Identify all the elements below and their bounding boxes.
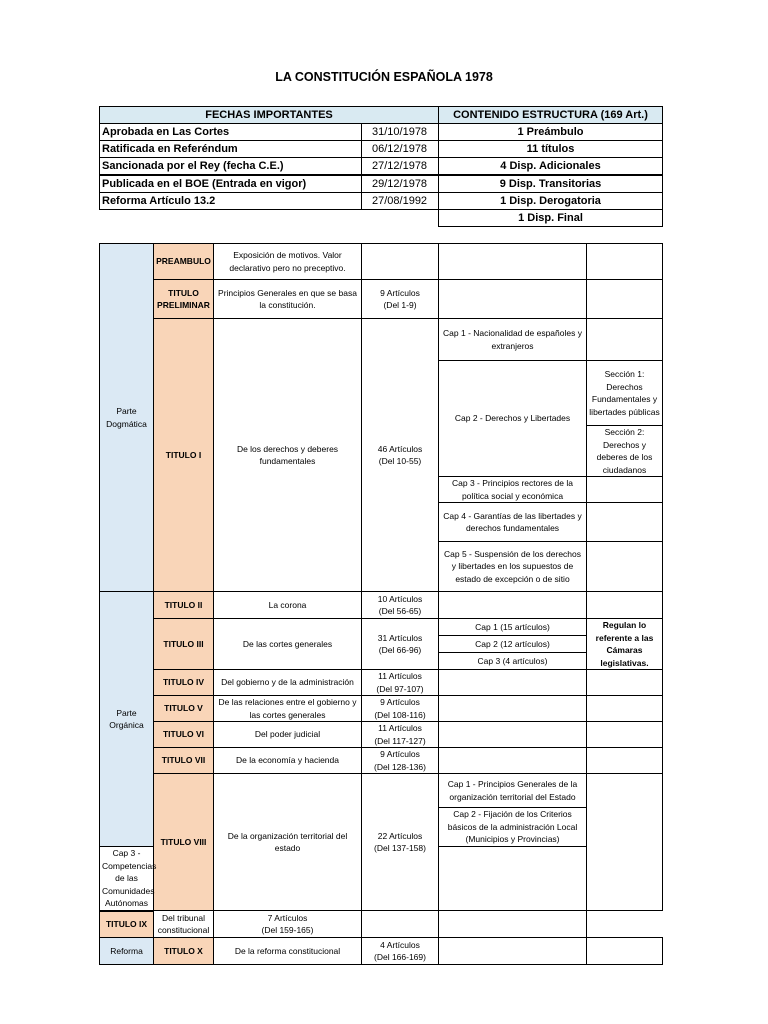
chapter: Cap 1 (15 artículos) xyxy=(439,619,587,636)
title-desc: De las relaciones entre el gobierno y las cortes generales xyxy=(214,696,362,722)
title-articles: 9 Artículos (Del 1-9) xyxy=(362,280,439,319)
chapter: Cap 3 - Competencias de las Comunidades Autónomas xyxy=(100,847,154,911)
title-name: TITULO VII xyxy=(154,748,214,774)
content-item: 1 Preámbulo xyxy=(439,124,663,141)
content-item: 11 títulos xyxy=(439,141,663,158)
title-articles: 9 Artículos (Del 128-136) xyxy=(362,748,439,774)
part-dogmatica: Parte Dogmática xyxy=(100,244,154,592)
date-label: Reforma Artículo 13.2 xyxy=(100,193,362,210)
content-item: 1 Disp. Derogatoria xyxy=(439,193,663,210)
title-articles: 22 Artículos (Del 137-158) xyxy=(362,774,439,911)
title-articles: 31 Artículos (Del 66-96) xyxy=(362,619,439,670)
chapter: Cap 4 - Garantías de las libertades y derechos fundamentales xyxy=(439,503,587,542)
title-desc: De los derechos y deberes fundamentales xyxy=(214,319,362,592)
title-desc: De las cortes generales xyxy=(214,619,362,670)
page-title: LA CONSTITUCIÓN ESPAÑOLA 1978 xyxy=(275,70,493,84)
structure-table xyxy=(99,243,663,965)
date-value: 06/12/1978 xyxy=(362,141,439,158)
section: Sección 1: Derechos Fundamentales y libertades públicas xyxy=(587,361,663,426)
title-desc: Del tribunal constitucional xyxy=(154,911,214,938)
title-desc: Del poder judicial xyxy=(214,722,362,748)
date-label: Publicada en el BOE (Entrada en vigor) xyxy=(100,175,362,193)
date-value: 31/10/1978 xyxy=(362,124,439,141)
title-articles: 10 Artículos (Del 56-65) xyxy=(362,592,439,619)
title-articles: 11 Artículos (Del 117-127) xyxy=(362,722,439,748)
chapter: Cap 5 - Suspensión de los derechos y libertades en los supuestos de estado de excepción o de sitio xyxy=(439,542,587,592)
title-desc: Exposición de motivos. Valor declarativo pero no preceptivo. xyxy=(214,244,362,280)
title-name: TITULO IV xyxy=(154,670,214,696)
title-name: TITULO PRELIMINAR xyxy=(154,280,214,319)
date-value: 29/12/1978 xyxy=(362,175,439,193)
chapter: Cap 1 - Principios Generales de la organización territorial del Estado xyxy=(439,774,587,808)
dates-table xyxy=(99,106,663,227)
title-desc: De la economía y hacienda xyxy=(214,748,362,774)
part-reforma: Reforma xyxy=(100,938,154,965)
content-item: 9 Disp. Transitorias xyxy=(439,175,663,193)
title-articles: 11 Artículos (Del 97-107) xyxy=(362,670,439,696)
chapter: Cap 2 - Derechos y Libertades xyxy=(439,361,587,477)
title-articles: 7 Artículos (Del 159-165) xyxy=(214,911,362,938)
title-articles: 9 Artículos (Del 108-116) xyxy=(362,696,439,722)
title-name: TITULO X xyxy=(154,938,214,965)
date-label: Aprobada en Las Cortes xyxy=(100,124,362,141)
title-name: TITULO VIII xyxy=(154,774,214,911)
chapter: Cap 1 - Nacionalidad de españoles y extranjeros xyxy=(439,319,587,361)
title-name: TITULO II xyxy=(154,592,214,619)
title-name: TITULO I xyxy=(154,319,214,592)
chapter: Cap 3 - Principios rectores de la política social y económica xyxy=(439,477,587,503)
title-name: TITULO VI xyxy=(154,722,214,748)
date-label: Ratificada en Referéndum xyxy=(100,141,362,158)
content-header: CONTENIDO ESTRUCTURA (169 Art.) xyxy=(439,107,663,124)
date-label: Sancionada por el Rey (fecha C.E.) xyxy=(100,158,362,176)
title-name: TITULO III xyxy=(154,619,214,670)
chapter: Cap 2 - Fijación de los Criterios básicos de la administración Local (Municipios y Provincias) xyxy=(439,808,587,847)
chapter: Cap 3 (4 artículos) xyxy=(439,653,587,670)
date-value: 27/12/1978 xyxy=(362,158,439,176)
title-name: PREAMBULO xyxy=(154,244,214,280)
chapter: Cap 2 (12 artículos) xyxy=(439,636,587,653)
title-desc: Del gobierno y de la administración xyxy=(214,670,362,696)
section: Sección 2: Derechos y deberes de los ciudadanos xyxy=(587,426,663,477)
title-desc: La corona xyxy=(214,592,362,619)
content-item: 1 Disp. Final xyxy=(439,210,663,227)
title-desc: De la reforma constitucional xyxy=(214,938,362,965)
title-desc: Principios Generales en que se basa la constitución. xyxy=(214,280,362,319)
content-item: 4 Disp. Adicionales xyxy=(439,158,663,176)
title-desc: De la organización territorial del estado xyxy=(214,774,362,911)
title-name: TITULO IX xyxy=(100,911,154,938)
date-value: 27/08/1992 xyxy=(362,193,439,210)
dates-header: FECHAS IMPORTANTES xyxy=(100,107,439,124)
title-name: TITULO V xyxy=(154,696,214,722)
part-organica: Parte Orgánica xyxy=(100,592,154,847)
chamber-note: Regulan lo referente a las Cámaras legislativas. xyxy=(587,619,663,670)
title-articles: 46 Artículos (Del 10-55) xyxy=(362,319,439,592)
title-articles: 4 Artículos (Del 166-169) xyxy=(362,938,439,965)
